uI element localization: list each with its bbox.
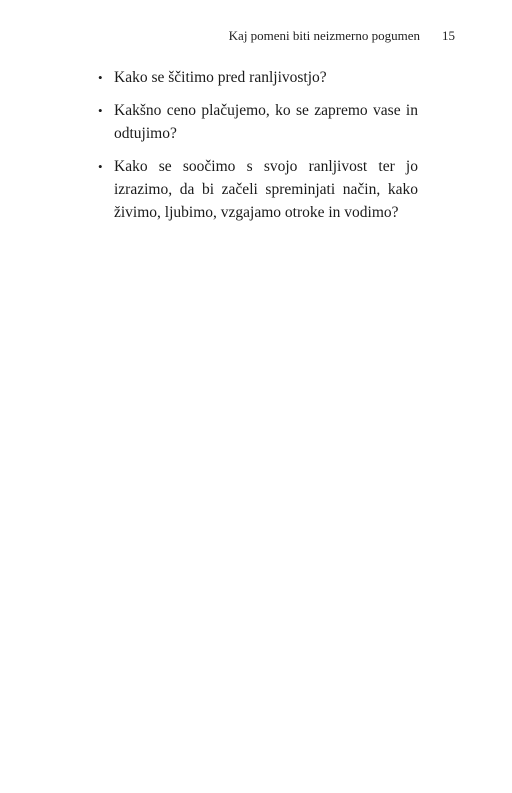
list-item — [96, 155, 418, 224]
running-header-title: Kaj pomeni biti neizmerno pogumen — [228, 28, 420, 43]
list-item — [96, 66, 418, 89]
bullet-icon: • — [98, 103, 103, 118]
question-list — [96, 66, 418, 224]
list-item-text: Kako se soočimo s svojo ranljivost ter jo izrazimo, da bi začeli spreminjati način, kako živimo, ljubimo, vzgajamo otroke in vodimo? — [114, 158, 418, 221]
list-item-text: Kakšno ceno plačujemo, ko se zapremo vase in odtujimo? — [114, 102, 418, 142]
bullet-icon: • — [98, 70, 103, 85]
page-body — [96, 66, 418, 234]
bullet-icon: • — [98, 159, 103, 174]
running-header — [229, 28, 455, 44]
list-item-text: Kako se ščitimo pred ranljivostjo? — [114, 69, 327, 86]
page-number: 15 — [442, 28, 455, 43]
list-item — [96, 99, 418, 145]
